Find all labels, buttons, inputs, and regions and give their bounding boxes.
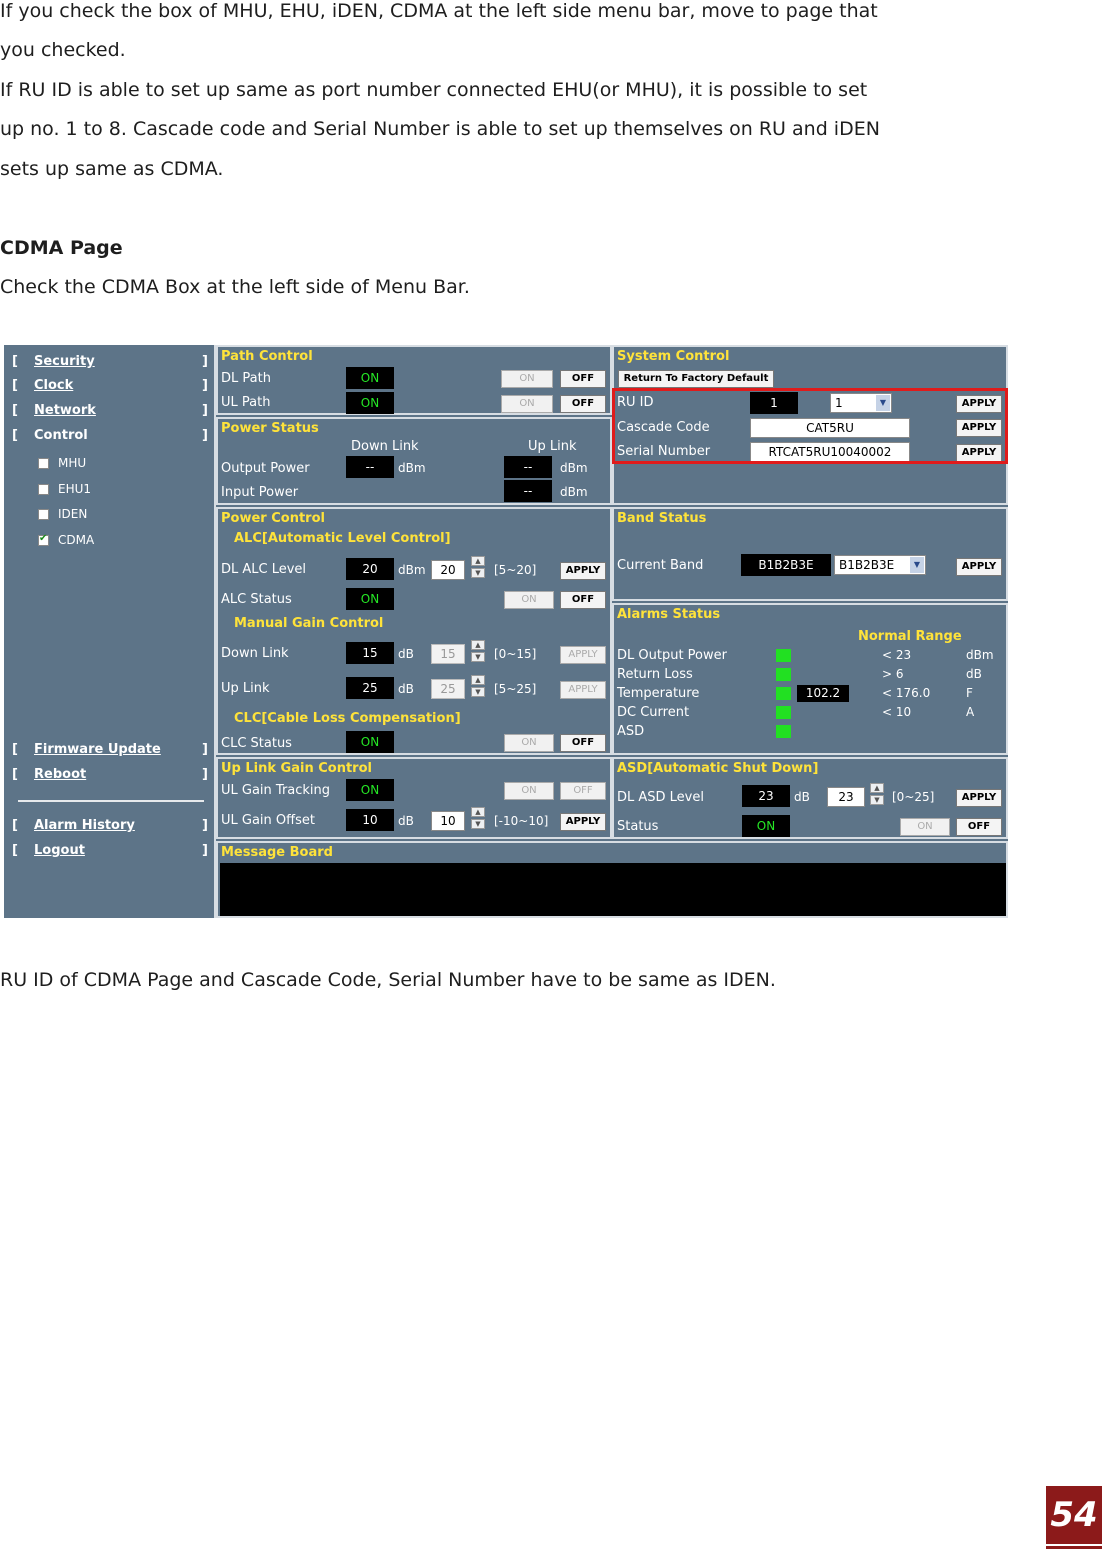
range-label: [5~20] xyxy=(494,563,537,577)
chevron-down-icon[interactable]: ▼ xyxy=(471,819,485,829)
alarm-label: ASD xyxy=(617,724,645,739)
footer-note: RU ID of CDMA Page and Cascade Code, Serial Number have to be same as IDEN. xyxy=(0,969,776,991)
alarm-range: < 23 xyxy=(882,648,912,662)
sidebar-link-firmware-update[interactable]: Firmware Update xyxy=(34,742,161,757)
ul-gain-offset-spinner[interactable] xyxy=(471,807,485,829)
ru-id-selected-value: 1 xyxy=(835,396,843,410)
ul-gain-tracking-value: ON xyxy=(346,779,394,801)
panel-title: Alarms Status xyxy=(617,607,721,622)
power-control-panel xyxy=(216,507,612,755)
chevron-up-icon[interactable]: ▲ xyxy=(471,556,485,566)
alarm-label: Return Loss xyxy=(617,667,693,682)
current-band-select[interactable] xyxy=(834,555,926,575)
down-link-spinner[interactable] xyxy=(471,640,485,662)
current-band-label: Current Band xyxy=(617,558,704,573)
alarm-unit: dBm xyxy=(966,648,994,662)
sidebar-link-logout[interactable]: Logout xyxy=(34,843,85,858)
dl-path-status: ON xyxy=(346,367,394,389)
bracket: ] xyxy=(202,378,208,393)
ruid-paragraph-line: up no. 1 to 8. Cascade code and Serial Number is able to set up themselves on RU and iDEN xyxy=(0,118,880,140)
ul-gain-control-panel xyxy=(216,757,612,839)
message-board-area xyxy=(220,863,1006,916)
intro-paragraph-line: If you check the box of MHU, EHU, iDEN, CDMA at the left side menu bar, move to page that xyxy=(0,0,878,22)
unit-label: dBm xyxy=(398,461,426,475)
checkbox-label: CDMA xyxy=(58,533,95,547)
power-status-panel xyxy=(216,417,612,505)
range-label: [-10~10] xyxy=(494,814,549,828)
alc-status-value: ON xyxy=(346,588,394,610)
sidebar-link-security[interactable]: Security xyxy=(34,354,95,369)
serial-number-apply-button[interactable]: APPLY xyxy=(956,444,1002,462)
sidebar-item-security[interactable] xyxy=(12,354,208,374)
down-link-apply-button[interactable]: APPLY xyxy=(560,646,606,664)
ru-id-value: 1 xyxy=(750,392,798,414)
unit-label: dBm xyxy=(398,563,426,577)
panel-title: Path Control xyxy=(221,349,313,364)
unit-label: dB xyxy=(794,790,810,804)
system-control-panel xyxy=(612,345,1008,505)
unit-label: dBm xyxy=(560,461,588,475)
alarm-range: > 6 xyxy=(882,667,904,681)
checkbox-icon[interactable] xyxy=(38,458,49,469)
bracket: [ xyxy=(12,378,18,393)
alc-on-button[interactable]: ON xyxy=(504,591,554,609)
band-status-panel xyxy=(612,507,1008,601)
ul-output-power-value: -- xyxy=(504,456,552,478)
alarm-unit: F xyxy=(966,686,973,700)
serial-number-label: Serial Number xyxy=(617,444,711,459)
bracket: ] xyxy=(202,843,208,858)
sidebar-item-alarm-history[interactable] xyxy=(12,818,208,838)
asd-off-button[interactable]: OFF xyxy=(956,818,1002,836)
up-link-input[interactable]: 25 xyxy=(431,679,465,699)
alarm-label: Temperature xyxy=(617,686,700,701)
chevron-up-icon[interactable]: ▲ xyxy=(471,807,485,817)
sidebar-link-network[interactable]: Network xyxy=(34,403,96,418)
sidebar-item-network[interactable] xyxy=(12,403,208,423)
dl-alc-level-value: 20 xyxy=(346,558,394,580)
cascade-code-label: Cascade Code xyxy=(617,420,710,435)
checkbox-icon[interactable] xyxy=(38,484,49,495)
ul-gain-tracking-label: UL Gain Tracking xyxy=(221,783,331,798)
range-label: [0~25] xyxy=(892,790,935,804)
dl-alc-level-input[interactable]: 20 xyxy=(431,560,465,580)
current-band-selected-value: B1B2B3E xyxy=(839,558,895,572)
ul-path-off-button[interactable]: OFF xyxy=(560,395,606,413)
return-to-factory-default-button[interactable]: Return To Factory Default xyxy=(618,370,774,388)
bracket: ] xyxy=(202,354,208,369)
chevron-down-icon[interactable]: ▼ xyxy=(910,557,924,573)
clc-on-button[interactable]: ON xyxy=(504,734,554,752)
up-link-spinner[interactable] xyxy=(471,675,485,697)
ul-gain-offset-value: 10 xyxy=(346,809,394,831)
alarm-status-indicator xyxy=(776,725,791,738)
alc-status-label: ALC Status xyxy=(221,592,292,607)
sidebar-item-control[interactable] xyxy=(12,428,208,448)
sidebar-link-reboot[interactable]: Reboot xyxy=(34,767,87,782)
chevron-down-icon[interactable]: ▼ xyxy=(870,795,884,805)
ru-id-label: RU ID xyxy=(617,395,654,410)
sidebar-menu xyxy=(4,345,216,918)
up-link-apply-button[interactable]: APPLY xyxy=(560,681,606,699)
ul-gain-tracking-off-button[interactable]: OFF xyxy=(560,782,606,800)
cascade-code-input[interactable]: CAT5RU xyxy=(750,418,910,438)
ruid-paragraph-line: If RU ID is able to set up same as port number connected EHU(or MHU), it is possible to set xyxy=(0,79,868,101)
unit-label: dBm xyxy=(560,485,588,499)
clc-off-button[interactable]: OFF xyxy=(560,734,606,752)
dl-path-on-button[interactable]: ON xyxy=(501,370,553,388)
down-link-header: Down Link xyxy=(351,439,419,454)
alarm-range: < 10 xyxy=(882,705,912,719)
down-link-value: 15 xyxy=(346,642,394,664)
chevron-up-icon[interactable]: ▲ xyxy=(471,675,485,685)
bracket: ] xyxy=(202,818,208,833)
bracket: ] xyxy=(202,403,208,418)
section-description: Check the CDMA Box at the left side of Menu Bar. xyxy=(0,276,470,298)
unit-label: dB xyxy=(398,647,414,661)
down-link-input[interactable]: 15 xyxy=(431,644,465,664)
alarm-range: < 176.0 xyxy=(882,686,931,700)
ul-gain-offset-apply-button[interactable]: APPLY xyxy=(560,813,606,831)
checkbox-label: MHU xyxy=(58,456,87,470)
intro-paragraph-line: you checked. xyxy=(0,39,126,61)
up-link-label: Up Link xyxy=(221,681,270,696)
cascade-code-apply-button[interactable]: APPLY xyxy=(956,419,1002,437)
dl-path-label: DL Path xyxy=(221,371,271,386)
page-number: 54 xyxy=(1046,1486,1102,1544)
alarm-status-indicator xyxy=(776,668,791,681)
current-band-value: B1B2B3E xyxy=(741,554,831,576)
ul-gain-offset-input[interactable]: 10 xyxy=(431,811,465,831)
asd-on-button[interactable]: ON xyxy=(900,818,950,836)
bracket: [ xyxy=(12,818,18,833)
temperature-value: 102.2 xyxy=(797,685,849,702)
unit-label: dB xyxy=(398,814,414,828)
dl-asd-level-input[interactable]: 23 xyxy=(827,787,865,807)
dl-path-off-button[interactable]: OFF xyxy=(560,370,606,388)
alarm-unit: dB xyxy=(966,667,982,681)
dl-asd-level-value: 23 xyxy=(742,785,790,807)
ul-path-on-button[interactable]: ON xyxy=(501,395,553,413)
alarm-label: DL Output Power xyxy=(617,648,727,663)
dl-asd-level-label: DL ASD Level xyxy=(617,790,704,805)
bracket: ] xyxy=(202,742,208,757)
chevron-down-icon[interactable]: ▼ xyxy=(471,687,485,697)
sidebar-item-clock[interactable] xyxy=(12,378,208,398)
ul-path-label: UL Path xyxy=(221,395,271,410)
range-label: [0~15] xyxy=(494,647,537,661)
alarm-status-indicator xyxy=(776,687,791,700)
dl-alc-spinner[interactable] xyxy=(471,556,485,578)
chevron-down-icon[interactable]: ▼ xyxy=(471,652,485,662)
asd-panel xyxy=(612,757,1008,839)
dl-asd-apply-button[interactable]: APPLY xyxy=(956,789,1002,807)
asd-status-value: ON xyxy=(742,815,790,837)
dl-alc-level-label: DL ALC Level xyxy=(221,562,307,577)
sidebar-item-reboot[interactable] xyxy=(12,767,208,787)
highlight-box xyxy=(612,388,1008,464)
sidebar-item-firmware-update[interactable] xyxy=(12,742,208,762)
asd-status-label: Status xyxy=(617,819,659,834)
panel-title: ASD[Automatic Shut Down] xyxy=(617,761,819,776)
checkbox-label: IDEN xyxy=(58,507,88,521)
up-link-value: 25 xyxy=(346,677,394,699)
panel-title: Band Status xyxy=(617,511,707,526)
bracket: ] xyxy=(202,767,208,782)
path-control-panel xyxy=(216,345,612,415)
range-label: [5~25] xyxy=(494,682,537,696)
alarm-label: DC Current xyxy=(617,705,690,720)
alarms-status-panel xyxy=(612,603,1008,755)
clc-status-value: ON xyxy=(346,731,394,753)
panel-title: System Control xyxy=(617,349,730,364)
alc-subtitle: ALC[Automatic Level Control] xyxy=(234,531,451,546)
panel-title: Up Link Gain Control xyxy=(221,761,372,776)
dl-output-power-value: -- xyxy=(346,456,394,478)
dl-alc-apply-button[interactable]: APPLY xyxy=(560,562,606,580)
chevron-up-icon[interactable]: ▲ xyxy=(870,783,884,793)
output-power-label: Output Power xyxy=(221,461,310,476)
page-number-underline xyxy=(1046,1546,1102,1549)
band-apply-button[interactable]: APPLY xyxy=(956,558,1002,576)
alarm-status-indicator xyxy=(776,706,791,719)
sidebar-link-alarm-history[interactable]: Alarm History xyxy=(34,818,135,833)
chevron-down-icon[interactable]: ▼ xyxy=(876,395,890,411)
bracket: [ xyxy=(12,354,18,369)
ul-gain-tracking-on-button[interactable]: ON xyxy=(504,782,554,800)
alc-off-button[interactable]: OFF xyxy=(560,591,606,609)
section-heading: CDMA Page xyxy=(0,237,123,259)
sidebar-divider xyxy=(18,800,204,802)
sidebar-link-clock[interactable]: Clock xyxy=(34,378,74,393)
input-power-label: Input Power xyxy=(221,485,299,500)
web-ui-screenshot xyxy=(4,345,1008,918)
checkbox-checked-icon[interactable] xyxy=(38,535,49,546)
bracket: [ xyxy=(12,767,18,782)
down-link-label: Down Link xyxy=(221,646,289,661)
sidebar-link-control[interactable]: Control xyxy=(34,428,88,443)
bracket: [ xyxy=(12,403,18,418)
clc-status-label: CLC Status xyxy=(221,736,292,751)
ul-path-status: ON xyxy=(346,392,394,414)
mgc-subtitle: Manual Gain Control xyxy=(234,616,384,631)
ruid-paragraph-line: sets up same as CDMA. xyxy=(0,158,224,180)
panel-title: Power Control xyxy=(221,511,325,526)
clc-subtitle: CLC[Cable Loss Compensation] xyxy=(234,711,461,726)
checkbox-icon[interactable] xyxy=(38,509,49,520)
sidebar-item-logout[interactable] xyxy=(12,843,208,863)
alarm-status-indicator xyxy=(776,649,791,662)
alarm-unit: A xyxy=(966,705,975,719)
bracket: ] xyxy=(202,428,208,443)
chevron-up-icon[interactable]: ▲ xyxy=(471,640,485,650)
chevron-down-icon[interactable]: ▼ xyxy=(471,568,485,578)
checkbox-label: EHU1 xyxy=(58,482,92,496)
serial-number-input[interactable]: RTCAT5RU10040002 xyxy=(750,442,910,462)
ul-input-power-value: -- xyxy=(504,480,552,502)
bracket: [ xyxy=(12,742,18,757)
bracket: [ xyxy=(12,428,18,443)
message-board-panel xyxy=(216,841,1008,918)
panel-title: Power Status xyxy=(221,421,319,436)
dl-asd-spinner[interactable] xyxy=(870,783,884,805)
normal-range-header: Normal Range xyxy=(858,629,962,644)
bracket: [ xyxy=(12,843,18,858)
panel-title: Message Board xyxy=(221,845,333,860)
unit-label: dB xyxy=(398,682,414,696)
ul-gain-offset-label: UL Gain Offset xyxy=(221,813,315,828)
up-link-header: Up Link xyxy=(528,439,577,454)
ru-id-apply-button[interactable]: APPLY xyxy=(956,395,1002,413)
